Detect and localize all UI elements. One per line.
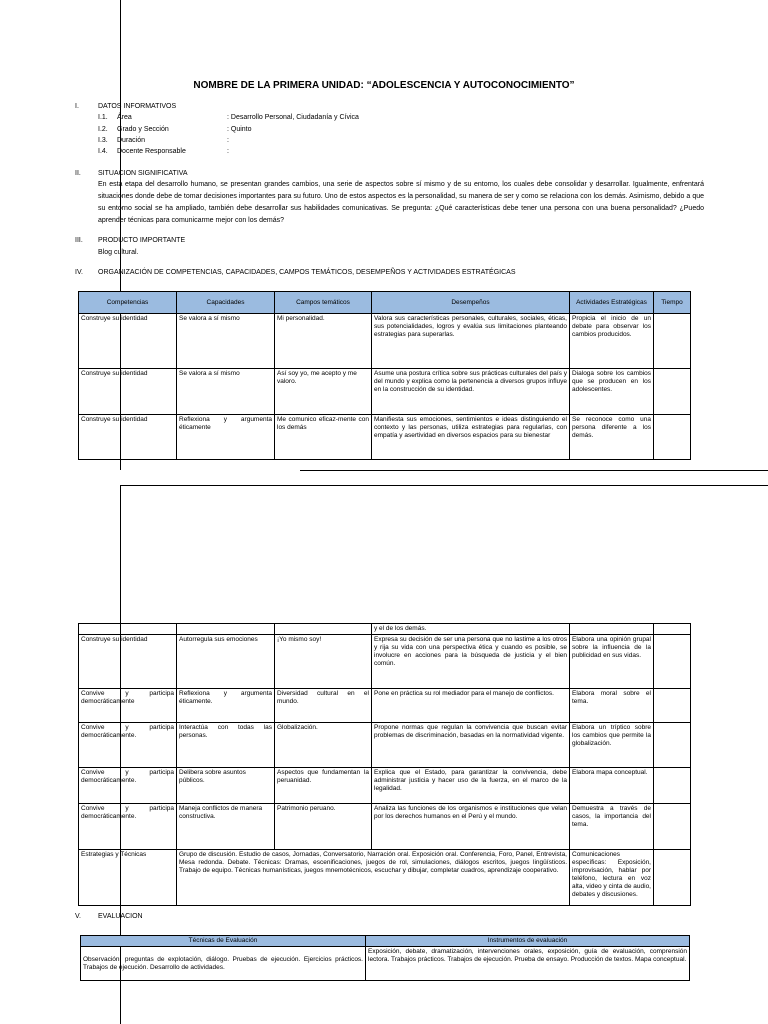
cell-tecnicas: Observación, preguntas de explotación, diálogo. Pruebas de ejecución. Ejercicios prácticos. Trabajos de ejecución. Desarrollo de actividades. bbox=[81, 947, 366, 981]
datos-value: : Desarrollo Personal, Ciudadanía y Cívica bbox=[227, 114, 359, 121]
page-break-line bbox=[300, 470, 768, 471]
datos-row bbox=[98, 126, 108, 133]
datos-row bbox=[98, 148, 108, 155]
cell-tiempo bbox=[654, 314, 691, 369]
table-row bbox=[79, 369, 691, 415]
section-number: IV. bbox=[75, 269, 83, 276]
page-break-line bbox=[120, 485, 768, 486]
datos-row bbox=[98, 137, 108, 144]
table-row bbox=[79, 689, 691, 723]
cell-desempeno: Manifiesta sus emociones, sentimientos e ideas distinguiendo el contexto y las personas, utiliza estrategias para regularlas, con empatía y asertividad en diversos espacios para su bienestar bbox=[372, 415, 570, 460]
competencias-table-continued bbox=[78, 623, 691, 906]
cell-competencia: Construye su identidad bbox=[79, 369, 177, 415]
cell-desempeno: y el de los demás. bbox=[372, 624, 570, 635]
cell-actividad: Dialoga sobre los cambios que se producen en los adolescentes. bbox=[570, 369, 654, 415]
datos-label: Área bbox=[117, 114, 132, 121]
table-row bbox=[79, 635, 691, 689]
section-evaluacion bbox=[75, 913, 675, 923]
cell-instrumentos: Exposición, debate, dramatización, intervenciones orales, exposición, guía de evaluación, comprensión lectora. Trabajos prácticos. Trabajos de ejecución. Prueba de ensayo. Producción de textos. Mapa conceptual. bbox=[366, 947, 690, 981]
cell-actividad: Elabora un tríptico sobre los cambios que permite la globalización. bbox=[570, 723, 654, 768]
cell-desempeno: Propone normas que regulan la convivencia que buscan evitar problemas de discriminación, basadas en la normatividad vigente. bbox=[372, 723, 570, 768]
header-campos: Campos temáticos bbox=[275, 292, 372, 314]
cell-tiempo bbox=[654, 723, 691, 768]
cell-capacidad: Delibera sobre asuntos públicos. bbox=[177, 768, 275, 804]
datos-value: : bbox=[227, 137, 229, 144]
datos-code: I.2. bbox=[98, 126, 108, 133]
cell-estrategias-label: Estrategias y Técnicas bbox=[79, 850, 177, 906]
section-number: II. bbox=[75, 170, 81, 177]
cell-campo: Así soy yo, me acepto y me valoro. bbox=[275, 369, 372, 415]
cell-capacidad: Maneja conflictos de manera constructiva. bbox=[177, 804, 275, 850]
section-label: DATOS INFORMATIVOS bbox=[98, 103, 177, 110]
cell-actividad: Demuestra a través de casos, la importancia del tema. bbox=[570, 804, 654, 850]
cell-campo: Mi personalidad. bbox=[275, 314, 372, 369]
datos-value: : Quinto bbox=[227, 126, 252, 133]
datos-code: I.1. bbox=[98, 114, 108, 121]
cell-actividad: Propicia el inicio de un debate para observar los cambios producidos. bbox=[570, 314, 654, 369]
cell-desempeno: Analiza las funciones de los organismos e instituciones que velan por los derechos humanos en el Perú y el mundo. bbox=[372, 804, 570, 850]
situacion-paragraph: En esta etapa del desarrollo humano, se presentan grandes cambios, una serie de aspectos sobre sí mismo y de su entorno, los cuales debe consolidar y desarrollar. Igualmente, enfrentará situaciones donde debe de tomar decisiones importantes para su futuro. Uno de estos aspectos es la personalidad, su manera de ser y como se relaciona con los demás. Asimismo, debido a que su entorno social se ha ampliado, también debe desarrollar sus habilidades comunicativas. Se pregunta: ¿Qué características debe tener una persona con una buena personalidad? ¿Puedo aprender técnicas para comunicarme mejor con los demás? bbox=[98, 181, 704, 224]
datos-label: Docente Responsable bbox=[117, 148, 186, 155]
cell-tiempo bbox=[654, 804, 691, 850]
cell-tiempo bbox=[654, 768, 691, 804]
evaluacion-table bbox=[80, 935, 690, 981]
page-title: NOMBRE DE LA PRIMERA UNIDAD: “ADOLESCENCIA Y AUTOCONOCIMIENTO” bbox=[193, 80, 575, 91]
cell-estrategias-act: Comunicaciones específicas: Exposición, improvisación, hablar por teléfono, lectura en voz alta, video y cinta de audio, debates y discusiones. bbox=[570, 850, 654, 906]
cell-tiempo bbox=[654, 635, 691, 689]
cell-desempeno: Valora sus características personales, culturales, sociales, éticas, sus potencialidades, logros y evalúa sus limitaciones planteando estrategias para superarlas. bbox=[372, 314, 570, 369]
datos-value: : bbox=[227, 148, 229, 155]
cell-desempeno: Expresa su decisión de ser una persona que no lastime a los otros y rija su vida con una perspectiva ética y cuando es posible, se involucre en acciones para la búsqueda de justicia y el bien común. bbox=[372, 635, 570, 689]
cell-tiempo bbox=[654, 689, 691, 723]
cell-capacidad bbox=[177, 624, 275, 635]
cell-capacidad: Se valora a sí mismo bbox=[177, 314, 275, 369]
table-row bbox=[79, 768, 691, 804]
cell-campo: Patrimonio peruano. bbox=[275, 804, 372, 850]
datos-label: Duración bbox=[117, 137, 146, 144]
header-tecnicas: Técnicas de Evaluación bbox=[81, 936, 366, 947]
datos-code: I.3. bbox=[98, 137, 108, 144]
cell-competencia: Construye su identidad bbox=[79, 314, 177, 369]
header-capacidades: Capacidades bbox=[177, 292, 275, 314]
cell-competencia bbox=[79, 624, 177, 635]
competencias-table bbox=[78, 291, 691, 460]
datos-row bbox=[98, 114, 108, 121]
cell-tiempo bbox=[654, 369, 691, 415]
cell-campo: Me comunico eficaz-mente con los demás bbox=[275, 415, 372, 460]
cell-competencia: Convive y participa democráticamente bbox=[79, 689, 177, 723]
cell-competencia: Construye su identidad bbox=[79, 635, 177, 689]
cell-actividad: Se reconoce como una persona diferente a los demás. bbox=[570, 415, 654, 460]
datos-label: Grado y Sección bbox=[117, 126, 169, 133]
section-number: I. bbox=[75, 103, 79, 110]
header-actividades: Actividades Estratégicas bbox=[570, 292, 654, 314]
section-producto bbox=[75, 237, 675, 247]
section-label: SITUACION SIGNIFICATIVA bbox=[98, 170, 188, 177]
cell-competencia: Convive y participa democráticamente. bbox=[79, 723, 177, 768]
cell-actividad: Elabora una opinión grupal sobre la influencia de la publicidad en sus vidas. bbox=[570, 635, 654, 689]
datos-code: I.4. bbox=[98, 148, 108, 155]
section-label: EVALUACION bbox=[98, 913, 143, 920]
section-label: ORGANIZACIÓN DE COMPETENCIAS, CAPACIDADES, CAMPOS TEMÁTICOS, DESEMPEÑOS Y ACTIVIDADES ESTRATÉGICAS bbox=[98, 269, 516, 276]
table-row bbox=[79, 314, 691, 369]
section-number: V. bbox=[75, 913, 81, 920]
cell-campo bbox=[275, 624, 372, 635]
cell-capacidad: Se valora a sí mismo bbox=[177, 369, 275, 415]
section-number: III. bbox=[75, 237, 83, 244]
header-competencias: Competencias bbox=[79, 292, 177, 314]
table-row bbox=[79, 804, 691, 850]
cell-competencia: Convive y participa democráticamente. bbox=[79, 768, 177, 804]
cell-tiempo bbox=[654, 415, 691, 460]
table-row-estrategias bbox=[79, 850, 691, 906]
header-desempenos: Desempeños bbox=[372, 292, 570, 314]
cell-campo: Aspectos que fundamentan la peruanidad. bbox=[275, 768, 372, 804]
cell-actividad: Elabora moral sobre el tema. bbox=[570, 689, 654, 723]
cell-competencia: Construye su identidad bbox=[79, 415, 177, 460]
section-label: PRODUCTO IMPORTANTE bbox=[98, 237, 186, 244]
cell-desempeno: Explica que el Estado, para garantizar la convivencia, debe administrar justicia y hacer uso de la fuerza, en el marco de la legalidad. bbox=[372, 768, 570, 804]
section-organizacion bbox=[75, 269, 675, 279]
cell-actividad bbox=[570, 624, 654, 635]
cell-tiempo bbox=[654, 850, 691, 906]
cell-actividad: Elabora mapa conceptual. bbox=[570, 768, 654, 804]
cell-capacidad: Autorregula sus emociones bbox=[177, 635, 275, 689]
header-tiempo: Tiempo bbox=[654, 292, 691, 314]
cell-desempeno: Asume una postura crítica sobre sus prácticas culturales del país y del mundo y explica como la pertenencia a diversos grupos influye en la construcción de su identidad. bbox=[372, 369, 570, 415]
table-row bbox=[79, 415, 691, 460]
section-datos bbox=[75, 103, 675, 113]
header-instrumentos: Instrumentos de evaluación bbox=[366, 936, 690, 947]
table-row bbox=[79, 723, 691, 768]
cell-estrategias-text: Grupo de discusión. Estudio de casos, Jornadas, Conversatorio, Narración oral. Exposición oral. Conferencia, Foro, Panel, Entrevista, Mesa redonda. Debate. Técnicas: Dramas, escenificaciones, juegos de rol, simulaciones, diálogos escritos, juegos lingüísticos. Trabajo de equipo. Técnicas humanísticas, juegos mnemotécnicos, escuchar y dibujar, completar cuadros, aprendizaje cooperativo. bbox=[177, 850, 570, 906]
cell-tiempo bbox=[654, 624, 691, 635]
cell-capacidad: Reflexiona y argumenta éticamente. bbox=[177, 689, 275, 723]
cell-campo: Diversidad cultural en el mundo. bbox=[275, 689, 372, 723]
producto-text: Blog cultural. bbox=[98, 249, 139, 256]
cell-campo: ¡Yo mismo soy! bbox=[275, 635, 372, 689]
cell-desempeno: Pone en práctica su rol mediador para el manejo de conflictos. bbox=[372, 689, 570, 723]
table-row bbox=[79, 624, 691, 635]
cell-competencia: Convive y participa democráticamente. bbox=[79, 804, 177, 850]
cell-campo: Globalización. bbox=[275, 723, 372, 768]
cell-capacidad: Reflexiona y argumenta éticamente bbox=[177, 415, 275, 460]
cell-capacidad: Interactúa con todas las personas. bbox=[177, 723, 275, 768]
